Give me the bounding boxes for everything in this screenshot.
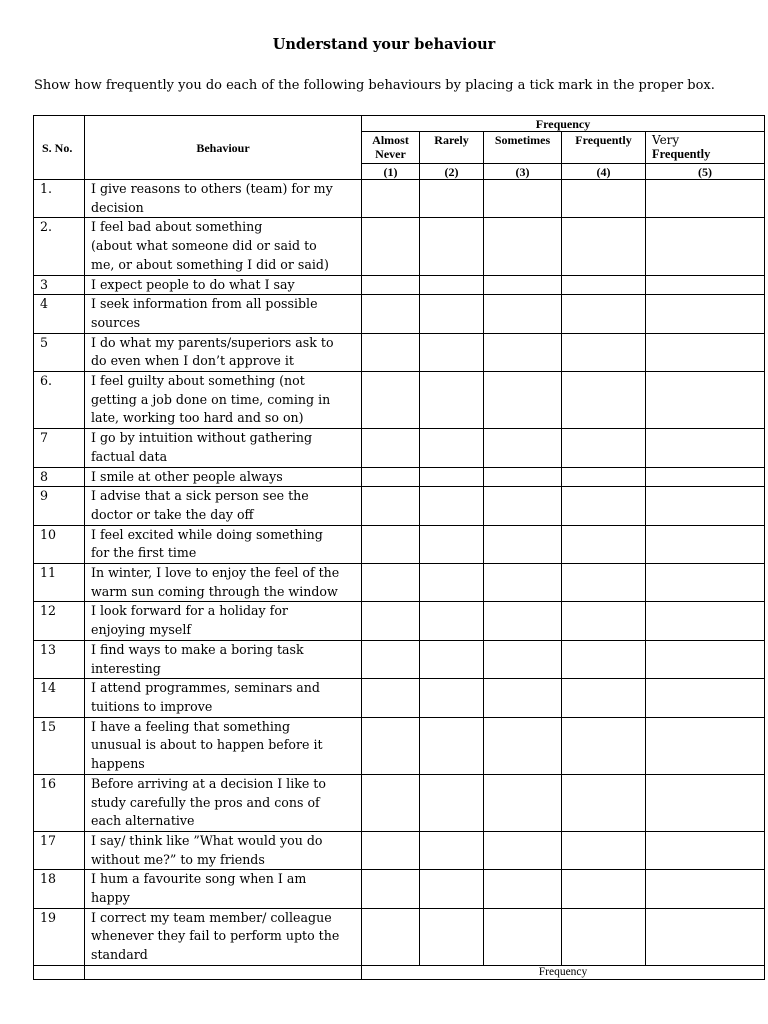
behaviour-line: I feel guilty about something (not [91, 373, 305, 389]
behaviour-line: getting a job done on time, coming in [91, 391, 331, 407]
tick-box-5[interactable] [646, 333, 765, 371]
tick-box-3[interactable] [484, 295, 562, 333]
tick-box-2[interactable] [420, 564, 484, 602]
tick-box-3[interactable] [484, 564, 562, 602]
tick-box-1[interactable] [362, 372, 420, 429]
tick-box-5[interactable] [646, 564, 765, 602]
tick-box-2[interactable] [420, 525, 484, 563]
behaviour-text [85, 295, 362, 333]
row-number: 3 [34, 275, 85, 295]
row-number: 11 [34, 564, 85, 602]
tick-box-3[interactable] [484, 831, 562, 869]
tick-box-3[interactable] [484, 640, 562, 678]
tick-box-4[interactable] [562, 564, 646, 602]
row-number: 6. [34, 372, 85, 429]
tick-box-3[interactable] [484, 218, 562, 275]
tick-box-1[interactable] [362, 467, 420, 487]
behaviour-text [85, 487, 362, 525]
behaviour-line: I look forward for a holiday for [91, 603, 288, 619]
tick-box-4[interactable] [562, 467, 646, 487]
footer-frequency-label: Frequency [362, 965, 765, 979]
behaviour-line: I advise that a sick person see the [91, 488, 309, 504]
tick-box-4[interactable] [562, 429, 646, 467]
behaviour-text [85, 564, 362, 602]
tick-box-1[interactable] [362, 487, 420, 525]
column-very-frequently [646, 132, 765, 164]
tick-box-1[interactable] [362, 831, 420, 869]
tick-box-2[interactable] [420, 717, 484, 774]
tick-box-2[interactable] [420, 908, 484, 965]
tick-box-1[interactable] [362, 180, 420, 218]
behaviour-line: I correct my team member/ colleague [91, 909, 332, 925]
table-row [34, 467, 765, 487]
row-number: 2. [34, 218, 85, 275]
behaviour-line: happens [91, 756, 145, 772]
behaviour-header: Behaviour [85, 116, 362, 180]
behaviour-text [85, 908, 362, 965]
row-number: 17 [34, 831, 85, 869]
tick-box-4[interactable] [562, 717, 646, 774]
behaviour-line: Before arriving at a decision I like to [91, 775, 326, 791]
behaviour-line: I say/ think like ”What would you do [91, 832, 323, 848]
tick-box-4[interactable] [562, 295, 646, 333]
behaviour-text [85, 640, 362, 678]
table-row [34, 525, 765, 563]
row-number: 1. [34, 180, 85, 218]
row-number: 7 [34, 429, 85, 467]
behaviour-line: I feel bad about something [91, 219, 263, 235]
table-row [34, 602, 765, 640]
behaviour-text [85, 679, 362, 717]
tick-box-5[interactable] [646, 870, 765, 908]
behaviour-line: I do what my parents/superiors ask to [91, 334, 334, 350]
tick-box-5[interactable] [646, 372, 765, 429]
sno-header: S. No. [34, 116, 85, 180]
row-number: 4 [34, 295, 85, 333]
row-number: 14 [34, 679, 85, 717]
tick-box-1[interactable] [362, 908, 420, 965]
behaviour-text [85, 429, 362, 467]
table-row [34, 372, 765, 429]
behaviour-line: I smile at other people always [91, 468, 283, 484]
table-row [34, 564, 765, 602]
tick-box-4[interactable] [562, 525, 646, 563]
column-code-5: (5) [646, 164, 765, 180]
tick-box-2[interactable] [420, 640, 484, 678]
tick-box-5[interactable] [646, 180, 765, 218]
column-almost-never: Almost Never [362, 132, 420, 164]
tick-box-4[interactable] [562, 602, 646, 640]
table-row [34, 180, 765, 218]
table-row [34, 640, 765, 678]
behaviour-text [85, 774, 362, 831]
behaviour-text [85, 372, 362, 429]
behaviour-line: without me?” to my friends [91, 851, 265, 867]
tick-box-2[interactable] [420, 275, 484, 295]
behaviour-text [85, 180, 362, 218]
column-code-3: (3) [484, 164, 562, 180]
behaviour-line: standard [91, 947, 148, 963]
behaviour-line: I give reasons to others (team) for my [91, 181, 333, 196]
column-frequently: Frequently [562, 132, 646, 164]
tick-box-3[interactable] [484, 372, 562, 429]
tick-box-4[interactable] [562, 180, 646, 218]
tick-box-5[interactable] [646, 487, 765, 525]
tick-box-3[interactable] [484, 429, 562, 467]
behaviour-line: I feel excited while doing something [91, 526, 323, 542]
column-very-frequently-line2: Frequently [652, 147, 711, 161]
column-code-1: (1) [362, 164, 420, 180]
tick-box-3[interactable] [484, 679, 562, 717]
behaviour-line: each alternative [91, 813, 195, 829]
tick-box-1[interactable] [362, 525, 420, 563]
behaviour-survey-table [33, 115, 765, 980]
behaviour-text [85, 831, 362, 869]
row-number: 9 [34, 487, 85, 525]
table-row [34, 870, 765, 908]
behaviour-text [85, 467, 362, 487]
tick-box-1[interactable] [362, 870, 420, 908]
behaviour-line: late, working too hard and so on) [91, 410, 304, 426]
behaviour-line: happy [91, 890, 130, 906]
column-very-frequently-line1: Very [652, 133, 680, 147]
tick-box-3[interactable] [484, 333, 562, 371]
table-row [34, 774, 765, 831]
row-number: 8 [34, 467, 85, 487]
instructions-text: Show how frequently you do each of the following behaviours by placing a tick mark in the proper box. [34, 78, 715, 93]
tick-box-4[interactable] [562, 831, 646, 869]
behaviour-text [85, 218, 362, 275]
behaviour-text [85, 717, 362, 774]
tick-box-3[interactable] [484, 602, 562, 640]
tick-box-5[interactable] [646, 640, 765, 678]
tick-box-5[interactable] [646, 774, 765, 831]
tick-box-5[interactable] [646, 429, 765, 467]
tick-box-2[interactable] [420, 218, 484, 275]
table-row [34, 717, 765, 774]
tick-box-2[interactable] [420, 774, 484, 831]
row-number: 19 [34, 908, 85, 965]
table-row [34, 487, 765, 525]
tick-box-2[interactable] [420, 467, 484, 487]
tick-box-4[interactable] [562, 333, 646, 371]
tick-box-4[interactable] [562, 774, 646, 831]
tick-box-3[interactable] [484, 487, 562, 525]
tick-box-1[interactable] [362, 295, 420, 333]
behaviour-line: do even when I don’t approve it [91, 353, 294, 369]
tick-box-4[interactable] [562, 487, 646, 525]
tick-box-1[interactable] [362, 640, 420, 678]
behaviour-line: sources [91, 314, 141, 330]
tick-box-2[interactable] [420, 429, 484, 467]
table-row [34, 831, 765, 869]
table-row [34, 908, 765, 965]
row-number: 5 [34, 333, 85, 371]
behaviour-text [85, 870, 362, 908]
tick-box-3[interactable] [484, 908, 562, 965]
tick-box-3[interactable] [484, 275, 562, 295]
tick-box-1[interactable] [362, 333, 420, 371]
behaviour-line: factual data [91, 448, 168, 464]
tick-box-1[interactable] [362, 717, 420, 774]
row-number: 16 [34, 774, 85, 831]
behaviour-line: decision [91, 199, 144, 215]
tick-box-5[interactable] [646, 602, 765, 640]
table-row [34, 429, 765, 467]
table-row [34, 295, 765, 333]
tick-box-1[interactable] [362, 218, 420, 275]
tick-box-5[interactable] [646, 467, 765, 487]
tick-box-4[interactable] [562, 640, 646, 678]
behaviour-line: me, or about something I did or said) [91, 256, 329, 272]
tick-box-2[interactable] [420, 487, 484, 525]
column-sometimes: Sometimes [484, 132, 562, 164]
tick-box-4[interactable] [562, 275, 646, 295]
table-row [34, 275, 765, 295]
behaviour-line: I find ways to make a boring task [91, 641, 304, 657]
behaviour-line: I seek information from all possible [91, 296, 318, 312]
footer-empty-behaviour [85, 965, 362, 979]
table-row [34, 218, 765, 275]
behaviour-text [85, 525, 362, 563]
tick-box-1[interactable] [362, 275, 420, 295]
tick-box-4[interactable] [562, 908, 646, 965]
behaviour-line: for the first time [91, 545, 197, 561]
tick-box-5[interactable] [646, 525, 765, 563]
tick-box-5[interactable] [646, 275, 765, 295]
tick-box-5[interactable] [646, 295, 765, 333]
tick-box-2[interactable] [420, 180, 484, 218]
tick-box-1[interactable] [362, 564, 420, 602]
tick-box-5[interactable] [646, 908, 765, 965]
behaviour-text [85, 275, 362, 295]
row-number: 12 [34, 602, 85, 640]
page-title: Understand your behaviour [272, 36, 496, 53]
frequency-header: Frequency [362, 116, 765, 132]
tick-box-3[interactable] [484, 870, 562, 908]
tick-box-3[interactable] [484, 180, 562, 218]
tick-box-2[interactable] [420, 295, 484, 333]
behaviour-line: enjoying myself [91, 622, 192, 638]
tick-box-3[interactable] [484, 717, 562, 774]
tick-box-4[interactable] [562, 870, 646, 908]
row-number: 10 [34, 525, 85, 563]
tick-box-5[interactable] [646, 717, 765, 774]
behaviour-line: whenever they fail to perform upto the [91, 928, 340, 944]
tick-box-2[interactable] [420, 831, 484, 869]
behaviour-line: I expect people to do what I say [91, 276, 295, 292]
behaviour-line: I have a feeling that something [91, 718, 291, 734]
column-code-2: (2) [420, 164, 484, 180]
behaviour-line: I go by intuition without gathering [91, 430, 313, 446]
behaviour-line: warm sun coming through the window [91, 583, 338, 599]
behaviour-text [85, 602, 362, 640]
table-row [34, 679, 765, 717]
tick-box-4[interactable] [562, 372, 646, 429]
behaviour-line: (about what someone did or said to [91, 238, 317, 254]
tick-box-3[interactable] [484, 525, 562, 563]
tick-box-4[interactable] [562, 679, 646, 717]
tick-box-2[interactable] [420, 870, 484, 908]
tick-box-2[interactable] [420, 333, 484, 371]
tick-box-1[interactable] [362, 602, 420, 640]
behaviour-line: unusual is about to happen before it [91, 737, 323, 753]
behaviour-line: study carefully the pros and cons of [91, 794, 320, 810]
tick-box-3[interactable] [484, 774, 562, 831]
tick-box-2[interactable] [420, 679, 484, 717]
behaviour-line: tuitions to improve [91, 698, 213, 714]
behaviour-line: I hum a favourite song when I am [91, 871, 307, 887]
footer-empty-sno [34, 965, 85, 979]
behaviour-line: doctor or take the day off [91, 506, 254, 522]
table-row [34, 333, 765, 371]
behaviour-line: interesting [91, 660, 161, 676]
behaviour-line: In winter, I love to enjoy the feel of the [91, 565, 340, 581]
tick-box-1[interactable] [362, 429, 420, 467]
column-code-4: (4) [562, 164, 646, 180]
row-number: 13 [34, 640, 85, 678]
tick-box-5[interactable] [646, 679, 765, 717]
behaviour-line: I attend programmes, seminars and [91, 680, 320, 696]
tick-box-1[interactable] [362, 774, 420, 831]
tick-box-4[interactable] [562, 218, 646, 275]
tick-box-2[interactable] [420, 372, 484, 429]
tick-box-5[interactable] [646, 218, 765, 275]
behaviour-text [85, 333, 362, 371]
tick-box-1[interactable] [362, 679, 420, 717]
tick-box-5[interactable] [646, 831, 765, 869]
column-rarely: Rarely [420, 132, 484, 164]
tick-box-2[interactable] [420, 602, 484, 640]
tick-box-3[interactable] [484, 467, 562, 487]
row-number: 15 [34, 717, 85, 774]
row-number: 18 [34, 870, 85, 908]
